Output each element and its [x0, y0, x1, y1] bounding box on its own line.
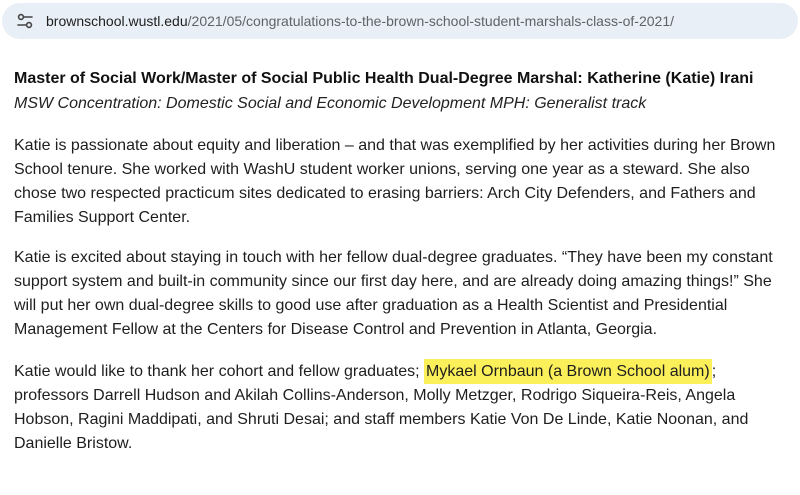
- marshal-heading: Master of Social Work/Master of Social Public Health Dual-Degree Marshal: Katherine (Katie) Irani: [14, 70, 754, 87]
- address-bar: [0, 0, 800, 40]
- concentration-subheading: MSW Concentration: Domestic Social and Economic Development MPH: Generalist track: [14, 95, 647, 112]
- paragraph-dual-degree: Katie is excited about staying in touch with her fellow dual-degree graduates. “They have been my constant support system and built-in community since our first day here, and are already doing amazing things!” She will put her own dual-degree skills to good use after graduation as a Health Scientist and Presidential Management Fellow at the Centers for Disease Control and Prevention in Atlanta, Georgia.: [14, 249, 773, 338]
- tune-icon[interactable]: [16, 13, 34, 29]
- highlighted-text: Mykael Ornbaun (a Brown School alum): [424, 359, 712, 384]
- url-field[interactable]: [2, 3, 798, 39]
- thanks-list: ; professors Darrell Hudson and Akilah Collins-Anderson, Molly Metzger, Rodrigo Siqueira-Reis, Angela Hobson, Ragini Maddipati, and Shruti Desai; and staff members Katie Von De Linde, Katie Noonan, and Danielle Bristow.: [14, 363, 749, 452]
- url-domain: brownschool.wustl.edu: [46, 13, 188, 29]
- thanks-intro: Katie would like to thank her cohort and fellow graduates;: [14, 363, 425, 380]
- clipped-previous-text: [14, 40, 314, 44]
- url-path: /2021/05/congratulations-to-the-brown-school-student-marshals-class-of-2021/: [187, 13, 674, 29]
- paragraph-thanks: [14, 360, 790, 456]
- paragraph-equity: Katie is passionate about equity and liberation – and that was exemplified by her activities during her Brown School tenure. She worked with WashU student worker unions, serving one year as a steward. She also chose two respected practicum sites dedicated to erasing barriers: Arch City Defenders, and Fathers and Families Support Center.: [14, 137, 776, 226]
- url-text[interactable]: [46, 12, 674, 30]
